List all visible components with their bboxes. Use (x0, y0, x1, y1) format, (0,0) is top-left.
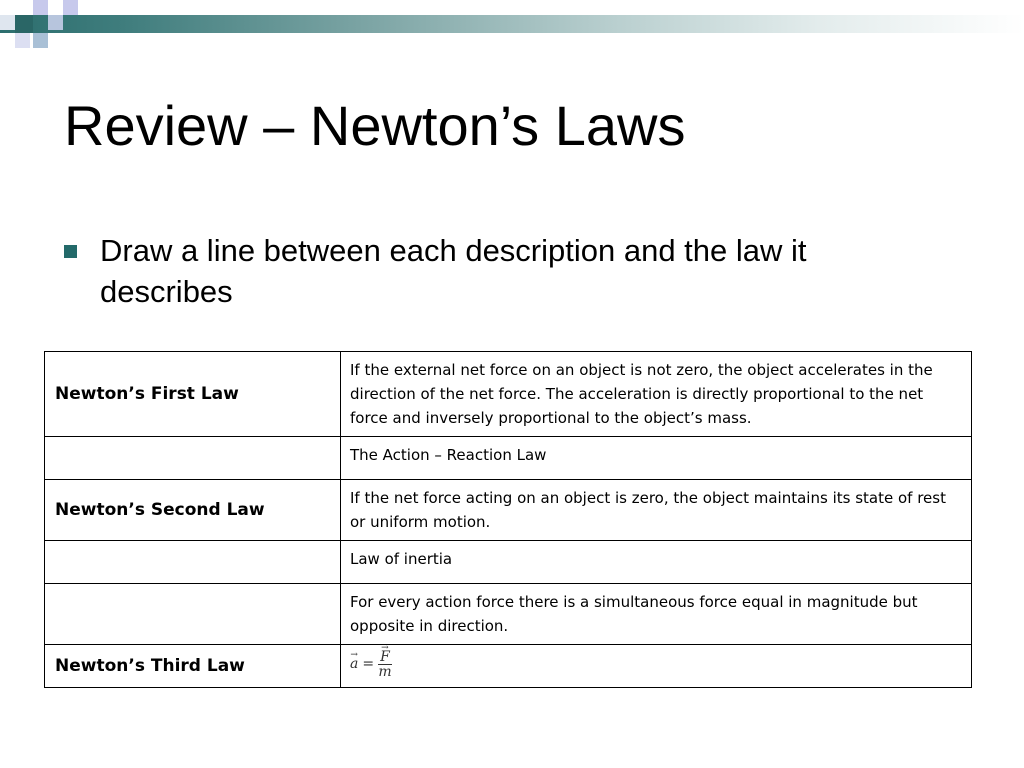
decorative-square (63, 0, 78, 15)
law-cell (45, 541, 341, 584)
table-row (45, 584, 972, 645)
decorative-square (48, 15, 63, 30)
law-cell (45, 437, 341, 480)
description-cell: Law of inertia (341, 541, 972, 584)
formula-lhs: → a (350, 652, 358, 676)
acceleration-formula (350, 650, 392, 679)
law-cell: Newton’s Third Law (45, 645, 341, 688)
law-cell: Newton’s Second Law (45, 480, 341, 541)
formula-equals: = (362, 656, 375, 672)
formula-denominator: m (378, 663, 392, 680)
bullet-text: Draw a line between each description and the law it describes (100, 233, 807, 309)
decorative-square (33, 33, 48, 48)
decorative-square (33, 0, 48, 15)
square-bullet-icon (64, 245, 77, 258)
law-cell (45, 584, 341, 645)
table-row (45, 352, 972, 437)
decorative-square (15, 33, 30, 48)
table-row (45, 480, 972, 541)
law-cell: Newton’s First Law (45, 352, 341, 437)
laws-matching-table (44, 351, 972, 688)
table-row (45, 645, 972, 688)
bullet-item (64, 230, 944, 312)
decorative-square (15, 15, 33, 33)
description-cell: The Action – Reaction Law (341, 437, 972, 480)
decorative-square (0, 15, 15, 30)
table-row (45, 541, 972, 584)
table-row (45, 437, 972, 480)
slide-title: Review – Newton’s Laws (64, 94, 686, 157)
formula-cell (341, 645, 972, 688)
description-cell: If the external net force on an object is not zero, the object accelerates in the direction of the net force. The acceleration is directly proportional to the net force and inversely proportional to the object’s mass. (341, 352, 972, 437)
header-gradient-band (0, 15, 1024, 33)
formula-numerator: → F (378, 650, 392, 665)
description-cell: For every action force there is a simultaneous force equal in magnitude but opposite in direction. (341, 584, 972, 645)
description-cell: If the net force acting on an object is zero, the object maintains its state of rest or uniform motion. (341, 480, 972, 541)
formula-fraction (378, 650, 392, 679)
